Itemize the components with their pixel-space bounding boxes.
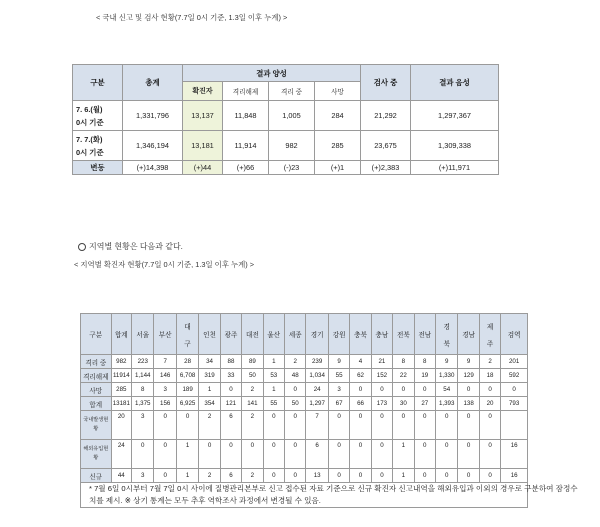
cell-testing: 23,675 (361, 131, 411, 161)
table-cell: 4 (350, 355, 371, 369)
table-cell: 2 (285, 355, 306, 369)
table-cell: 0 (285, 383, 306, 397)
table-cell: 141 (242, 397, 263, 411)
column-header: 부산 (154, 314, 176, 355)
header-category: 구분 (73, 65, 123, 101)
column-header: 경 북 (435, 314, 457, 355)
table-cell: 0 (199, 440, 220, 469)
table-cell: 16 (501, 440, 528, 469)
table-cell: 24 (111, 440, 131, 469)
table-cell (501, 411, 528, 440)
table-cell: 1,144 (132, 369, 154, 383)
table-cell: 1 (199, 383, 220, 397)
table-cell: 2 (479, 355, 500, 369)
table-cell: 13 (306, 469, 328, 483)
table-row (81, 440, 528, 469)
column-header: 합계 (111, 314, 131, 355)
table-cell: 3 (132, 411, 154, 440)
table-cell: 48 (285, 369, 306, 383)
header-total: 총계 (123, 65, 183, 101)
table-cell: 50 (242, 369, 263, 383)
table-cell: 2 (199, 411, 220, 440)
table-cell: 1 (393, 469, 414, 483)
table-cell: 0 (479, 383, 500, 397)
cell-total: (+)14,398 (123, 161, 183, 175)
table-cell: 11914 (111, 369, 131, 383)
table-cell: 2 (199, 469, 220, 483)
table-cell: 55 (263, 397, 284, 411)
cell-deaths: 284 (315, 101, 361, 131)
row-label: 변동 (73, 161, 123, 175)
table-cell: 0 (435, 469, 457, 483)
table-cell: 33 (220, 369, 241, 383)
row-label: 7. 6.(월) 0시 기준 (73, 101, 123, 131)
column-header: 구분 (81, 314, 112, 355)
cell-isolating: 1,005 (269, 101, 315, 131)
national-status-table (72, 64, 499, 175)
table-cell: 62 (350, 369, 371, 383)
table-cell: 0 (263, 411, 284, 440)
table-cell: 19 (414, 369, 435, 383)
table-cell: 0 (501, 383, 528, 397)
table-cell: 8 (414, 355, 435, 369)
cell-released: (+)66 (223, 161, 269, 175)
table-cell: 189 (176, 383, 198, 397)
table-cell: 0 (350, 383, 371, 397)
table-header-row (81, 314, 528, 355)
table-cell: 0 (176, 411, 198, 440)
table-cell: 34 (199, 355, 220, 369)
row-label: 신규 (81, 469, 112, 483)
column-header: 경기 (306, 314, 328, 355)
row-label: 합계 (81, 397, 112, 411)
header-positive: 결과 양성 (183, 65, 361, 82)
column-header: 대 구 (176, 314, 198, 355)
table-cell: 89 (242, 355, 263, 369)
table-cell: 156 (154, 397, 176, 411)
column-header: 인천 (199, 314, 220, 355)
table-cell: 0 (328, 411, 349, 440)
regional-intro: 지역별 현황은 다음과 같다. (78, 241, 183, 252)
header-isolating: 격리 중 (269, 82, 315, 101)
table-cell: 55 (328, 369, 349, 383)
row-label: 해외유입현황 (81, 440, 112, 469)
table-cell: 0 (371, 383, 392, 397)
table-cell: 6,708 (176, 369, 198, 383)
table-cell: 22 (393, 369, 414, 383)
column-header: 강원 (328, 314, 349, 355)
table-cell: 0 (458, 469, 479, 483)
table-cell: 0 (393, 383, 414, 397)
row-label: 7. 7.(화) 0시 기준 (73, 131, 123, 161)
table-cell: 21 (371, 355, 392, 369)
table-cell: 319 (199, 369, 220, 383)
cell-isolating: 982 (269, 131, 315, 161)
table-cell: 173 (371, 397, 392, 411)
table-cell: 6 (220, 469, 241, 483)
cell-testing: (+)2,383 (361, 161, 411, 175)
table-cell: 129 (458, 369, 479, 383)
table-cell: 0 (435, 411, 457, 440)
table-cell: 0 (220, 383, 241, 397)
cell-negative: 1,297,367 (411, 101, 499, 131)
table-cell: 1 (176, 440, 198, 469)
table-cell: 0 (435, 440, 457, 469)
cell-isolating: (-)23 (269, 161, 315, 175)
table-row (81, 355, 528, 369)
table-cell: 0 (393, 411, 414, 440)
table-cell: 18 (479, 369, 500, 383)
table-cell: 0 (350, 440, 371, 469)
table-cell: 0 (154, 411, 176, 440)
table-row (81, 383, 528, 397)
table-cell: 0 (414, 469, 435, 483)
table-row (81, 411, 528, 440)
circle-bullet-icon (78, 243, 86, 251)
table-cell: 1,393 (435, 397, 457, 411)
cell-total: 1,346,194 (123, 131, 183, 161)
table-cell: 88 (220, 355, 241, 369)
table-cell: 8 (393, 355, 414, 369)
cell-released: 11,848 (223, 101, 269, 131)
table-cell: 285 (111, 383, 131, 397)
table-cell: 0 (285, 440, 306, 469)
table-cell: 121 (220, 397, 241, 411)
table-cell: 0 (479, 440, 500, 469)
row-label: 국내발생현황 (81, 411, 112, 440)
table-cell: 793 (501, 397, 528, 411)
table-row (73, 101, 499, 131)
column-header: 경남 (458, 314, 479, 355)
table-cell: 0 (242, 440, 263, 469)
cell-negative: 1,309,338 (411, 131, 499, 161)
table-cell: 30 (393, 397, 414, 411)
table-cell: 16 (501, 469, 528, 483)
table-cell: 0 (132, 440, 154, 469)
table-cell: 354 (199, 397, 220, 411)
header-negative: 결과 음성 (411, 65, 499, 101)
row-label: 격리해제 (81, 369, 112, 383)
table1-caption: < 국내 신고 및 검사 현황(7.7일 0시 기준, 1.3일 이후 누계) > (96, 13, 288, 22)
cell-deaths: 285 (315, 131, 361, 161)
table-cell: 0 (371, 440, 392, 469)
column-header: 울산 (263, 314, 284, 355)
regional-table (80, 313, 528, 483)
footnote-box (80, 478, 578, 508)
table-row (73, 131, 499, 161)
table-cell: 0 (458, 440, 479, 469)
cell-released: 11,914 (223, 131, 269, 161)
header-testing: 검사 중 (361, 65, 411, 101)
column-header: 광주 (220, 314, 241, 355)
table-cell: 0 (328, 440, 349, 469)
table-cell: 2 (242, 411, 263, 440)
cell-confirmed: 13,137 (183, 101, 223, 131)
table-cell: 3 (328, 383, 349, 397)
header-deaths: 사망 (315, 82, 361, 101)
column-header: 충남 (371, 314, 392, 355)
header-confirmed: 확진자 (183, 82, 223, 101)
table-cell: 982 (111, 355, 131, 369)
table-cell: 0 (220, 440, 241, 469)
column-header: 대전 (242, 314, 263, 355)
table-cell: 2 (242, 383, 263, 397)
table-cell: 3 (132, 469, 154, 483)
table-cell: 9 (458, 355, 479, 369)
table-cell: 0 (328, 469, 349, 483)
table-cell: 3 (154, 383, 176, 397)
table-cell: 0 (458, 411, 479, 440)
table-cell: 53 (263, 369, 284, 383)
table-cell: 0 (371, 469, 392, 483)
table-cell: 9 (328, 355, 349, 369)
table-cell: 50 (285, 397, 306, 411)
cell-confirmed: (+)44 (183, 161, 223, 175)
table-cell: 20 (111, 411, 131, 440)
table-cell: 239 (306, 355, 328, 369)
footnote-line-1: * 7월 6일 0시부터 7월 7일 0시 사이에 질병관리본부로 신고 접수된 자료 기준으로 신규 확진자 신고내역을 해외유입과 이외의 경우로 구분하여 잠정수 (89, 484, 578, 493)
table-cell: 8 (132, 383, 154, 397)
table-cell: 20 (479, 397, 500, 411)
table-cell: 201 (501, 355, 528, 369)
table-cell: 9 (435, 355, 457, 369)
table-cell: 1,330 (435, 369, 457, 383)
table-cell: 24 (306, 383, 328, 397)
table-cell: 7 (154, 355, 176, 369)
table-cell: 0 (263, 469, 284, 483)
table-cell: 1,297 (306, 397, 328, 411)
table-cell: 7 (306, 411, 328, 440)
column-header: 검역 (501, 314, 528, 355)
table-cell: 0 (414, 383, 435, 397)
table-cell: 1,034 (306, 369, 328, 383)
table-cell: 0 (479, 469, 500, 483)
table-cell: 1,375 (132, 397, 154, 411)
table-cell: 0 (414, 440, 435, 469)
column-header: 전남 (414, 314, 435, 355)
table-cell: 0 (350, 411, 371, 440)
table-cell: 66 (350, 397, 371, 411)
table-cell: 138 (458, 397, 479, 411)
table-cell: 0 (154, 440, 176, 469)
table-cell: 6 (220, 411, 241, 440)
table-row (81, 397, 528, 411)
table-cell: 146 (154, 369, 176, 383)
table-cell: 0 (285, 469, 306, 483)
table-cell: 592 (501, 369, 528, 383)
table-cell: 44 (111, 469, 131, 483)
table-cell: 0 (414, 411, 435, 440)
table-cell: 54 (435, 383, 457, 397)
table-cell: 1 (393, 440, 414, 469)
cell-testing: 21,292 (361, 101, 411, 131)
column-header: 제 주 (479, 314, 500, 355)
table2-caption: < 지역별 확진자 현황(7.7일 0시 기준, 1.3일 이후 누계) > (74, 260, 255, 269)
column-header: 서울 (132, 314, 154, 355)
table-cell: 223 (132, 355, 154, 369)
table-cell: 13181 (111, 397, 131, 411)
column-header: 세종 (285, 314, 306, 355)
column-header: 전북 (393, 314, 414, 355)
table-cell: 0 (350, 469, 371, 483)
cell-confirmed: 13,181 (183, 131, 223, 161)
table-cell: 0 (154, 469, 176, 483)
table-cell: 1 (176, 469, 198, 483)
table-cell: 1 (263, 355, 284, 369)
table-cell: 0 (285, 411, 306, 440)
row-label: 격리 중 (81, 355, 112, 369)
table-cell: 67 (328, 397, 349, 411)
table-cell: 152 (371, 369, 392, 383)
table-cell: 0 (479, 411, 500, 440)
cell-total: 1,331,796 (123, 101, 183, 131)
table-cell: 0 (458, 383, 479, 397)
table-cell: 6 (306, 440, 328, 469)
change-row (73, 161, 499, 175)
table-row (81, 369, 528, 383)
footnote-line-2: 치를 제시. ※ 상기 통계는 모두 추후 역학조사 과정에서 변경될 수 있음. (89, 496, 321, 505)
cell-deaths: (+)1 (315, 161, 361, 175)
table-cell: 0 (263, 440, 284, 469)
row-label: 사망 (81, 383, 112, 397)
table-cell: 0 (371, 411, 392, 440)
column-header: 충북 (350, 314, 371, 355)
table-cell: 2 (242, 469, 263, 483)
table-cell: 27 (414, 397, 435, 411)
table-cell: 28 (176, 355, 198, 369)
cell-negative: (+)11,971 (411, 161, 499, 175)
table-cell: 6,925 (176, 397, 198, 411)
table-cell: 1 (263, 383, 284, 397)
header-released: 격리해제 (223, 82, 269, 101)
